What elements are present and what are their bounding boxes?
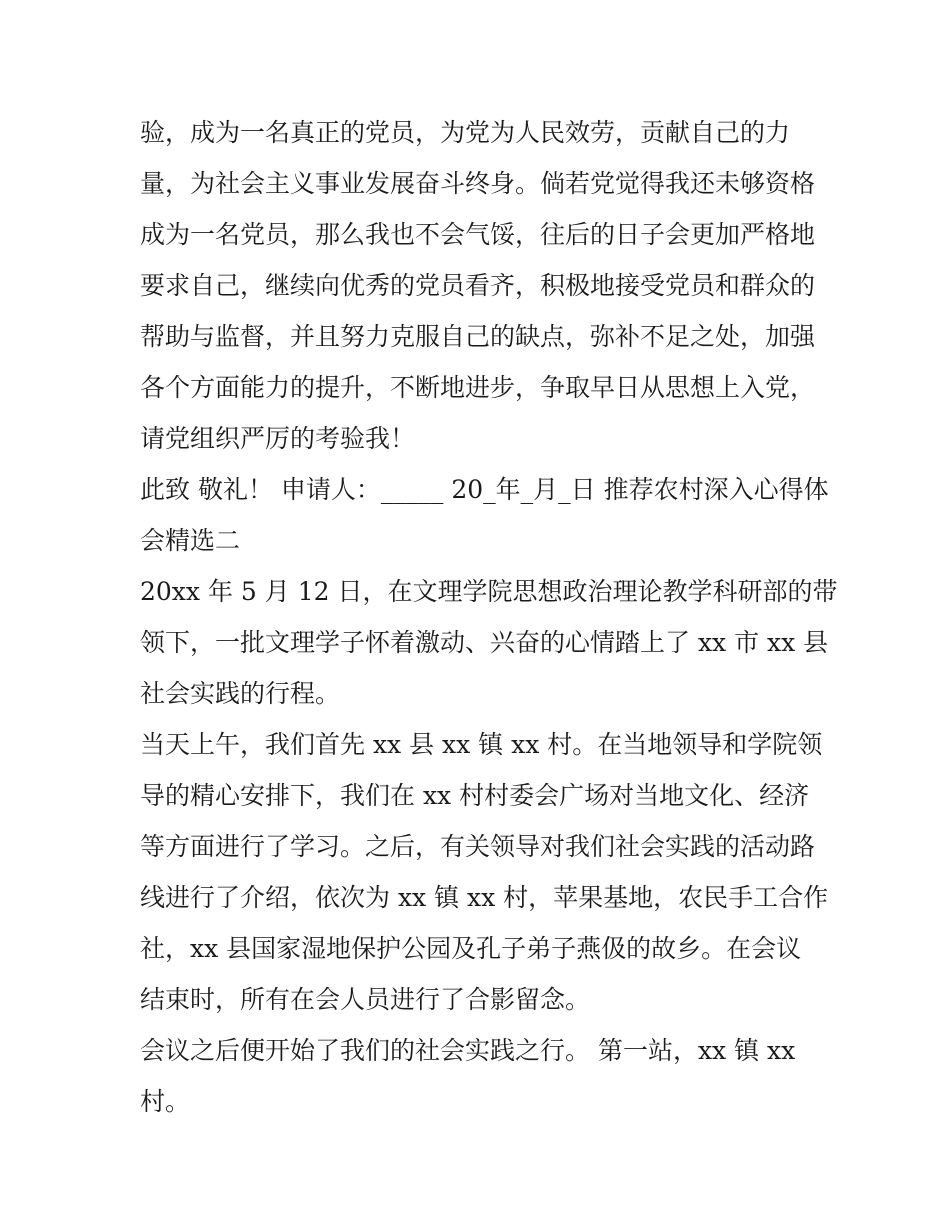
text-line: 当天上午，我们首先 xx 县 xx 镇 xx 村。在当地领导和学院领 [140,730,823,759]
text-line: 要求自己，继续向优秀的党员看齐，积极地接受党员和群众的 [140,271,816,300]
text-line: 导的精心安排下，我们在 xx 村村委会广场对当地文化、经济 [140,781,810,810]
text-line: 村。 [140,1087,191,1116]
text-line: 会议之后便开始了我们的社会实践之行。 第一站，xx 镇 xx [140,1036,796,1065]
text-line: 各个方面能力的提升，不断地进步，争取早日从思想上入党， [140,373,816,402]
text-line: 帮助与监督，并且努力克服自己的缺点，弥补不足之处，加强 [140,322,816,351]
text-line: 量，为社会主义事业发展奋斗终身。倘若党觉得我还未够资格 [140,169,816,198]
text-line: 社会实践的行程。 [140,679,341,708]
text-line: 20xx 年 5 月 12 日，在文理学院思想政治理论教学科研部的带 [140,577,838,606]
document-body [140,107,838,1127]
text-line: 会精选二 [140,526,241,555]
text-line: 结束时，所有在会人员进行了合影留念。 [140,985,591,1014]
text-line: 成为一名党员，那么我也不会气馁，往后的日子会更加严格地 [140,220,816,249]
text-line: 等方面进行了学习。之后，有关领导对我们社会实践的活动路 [140,832,816,861]
text-line: 请党组织严厉的考验我！ [140,424,416,453]
text-line: 领下，一批文理学子怀着激动、兴奋的心情踏上了 xx 市 xx 县 [140,628,829,657]
text-line: 线进行了介绍，依次为 xx 镇 xx 村，苹果基地，农民手工合作 [140,883,829,912]
text-line: 此致 敬礼！ 申请人：_____ 20_年_月_日 推荐农村深入心得体 [140,475,829,504]
text-line: 验，成为一名真正的党员，为党为人民效劳，贡献自己的力 [140,118,791,147]
text-line: 社，xx 县国家湿地保护公园及孔子弟子燕伋的故乡。在会议 [140,934,802,963]
